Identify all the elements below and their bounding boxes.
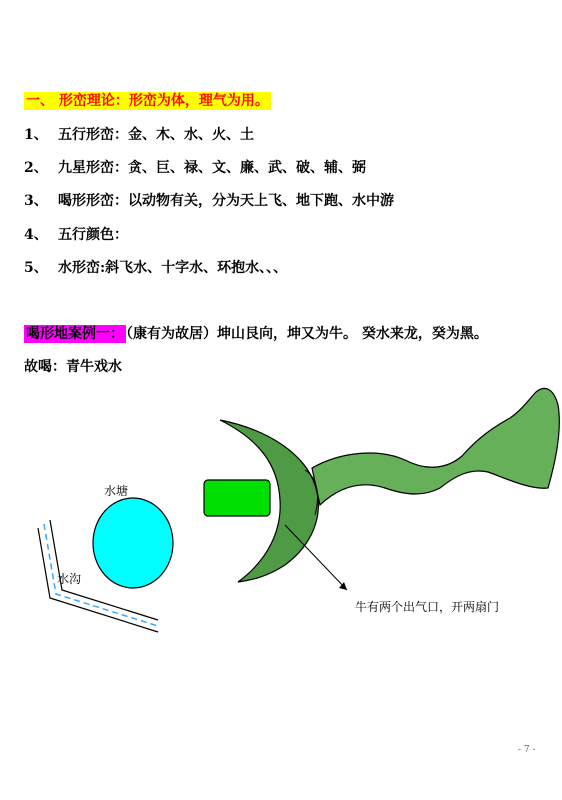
page-number: - 7 - xyxy=(518,745,536,755)
list-item: 1、 五行形峦：金、木、水、火、土 xyxy=(24,127,254,143)
case-text: （康有为故居）坤山艮向，坤又为牛。 癸水来龙，癸为黑。 xyxy=(126,326,488,342)
ox-tail-shape xyxy=(312,388,559,505)
ditch-label: 水沟 xyxy=(57,572,82,586)
list-item: 5、 水形峦:斜飞水、十字水、环抱水、、、 xyxy=(24,260,288,276)
list-item: 2、 九星形峦：贪、巨、禄、文、廉、武、破、辅、弼 xyxy=(24,160,366,176)
pond-shape xyxy=(93,498,173,588)
case-title: 喝形地案例一： xyxy=(26,326,124,342)
diagram-note: 牛有两个出气口，开两扇门 xyxy=(355,600,500,614)
gate-block xyxy=(204,480,270,516)
case-conclusion: 故喝：青牛戏水 xyxy=(24,359,122,375)
list-item: 4、 五行颜色： xyxy=(24,227,128,243)
list-item: 3、 喝形形峦：以动物有关，分为天上飞、地下跑、水中游 xyxy=(24,193,394,209)
pond-label: 水塘 xyxy=(104,484,129,498)
section-heading-text: 一、 形峦理论：形峦为体，理气为用。 xyxy=(26,93,269,109)
